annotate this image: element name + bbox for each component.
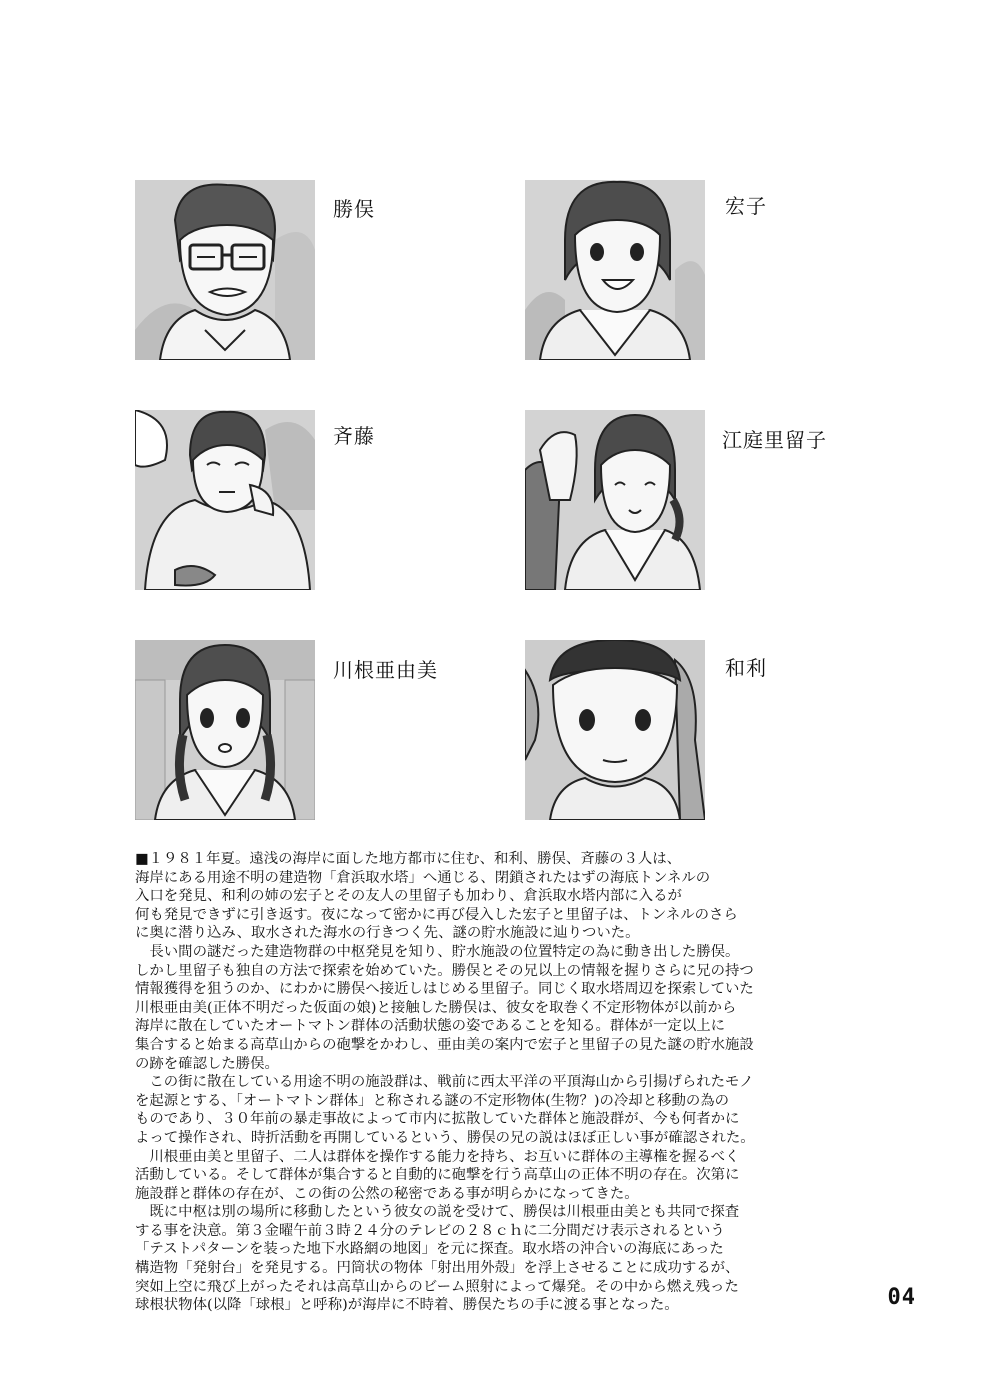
synopsis-line: 川根亜由美(正体不明だった仮面の娘)と接触した勝俣は、彼女を取巻く不定形物体が以前から: [135, 999, 737, 1016]
portrait-hiroko: [525, 180, 705, 360]
illustration: [525, 180, 705, 360]
character-name-kawane-ayumi: 川根亜由美: [333, 658, 438, 682]
synopsis-line: の跡を確認した勝俣。: [135, 1055, 279, 1072]
character-name-saito: 斉藤: [333, 424, 375, 448]
synopsis-line: 活動している。そして群体が集合すると自動的に砲撃を行う高草山の正体不明の存在。次第に: [135, 1167, 740, 1184]
synopsis-line: しかし里留子も独自の方法で探索を始めていた。勝俣とその兄以上の情報を握りさらに兄の持つ: [135, 962, 754, 979]
synopsis-line: に奥に潜り込み、取水された海水の行きつく先、謎の貯水施設に辿りついた。: [135, 925, 640, 942]
portrait-kawane-ayumi: [135, 640, 315, 820]
synopsis-line: 海岸にある用途不明の建造物「倉浜取水塔」へ通じる、閉鎖されたはずの海底トンネルの: [135, 869, 711, 886]
synopsis-text: [135, 850, 835, 1315]
portrait-katsumata: [135, 180, 315, 360]
synopsis-line: 情報獲得を狙うのか、にわかに勝俣へ接近しはじめる里留子。同じく取水塔周辺を探索していた: [135, 981, 754, 998]
illustration: [135, 640, 315, 820]
synopsis-line: 海岸に散在していたオートマトン群体の活動状態の姿であることを知る。群体が一定以上に: [135, 1018, 726, 1035]
synopsis-line: 既に中枢は別の場所に移動したという彼女の説を受けて、勝俣は川根亜由美とも共同で探査: [135, 1204, 740, 1221]
character-name-eniwa-ruriko: 江庭里留子: [722, 428, 827, 452]
illustration: [135, 410, 315, 590]
synopsis-line: 長い間の謎だった建造物群の中枢発見を知り、貯水施設の位置特定の為に動き出した勝俣。: [135, 943, 740, 960]
synopsis-line: 入口を発見、和利の姉の宏子とその友人の里留子も加わり、倉浜取水塔内部に入るが: [135, 888, 682, 905]
synopsis-line: を起源とする、「オートマトン群体」と称される謎の不定形物体(生物？)の冷却と移動の為の: [135, 1092, 730, 1109]
synopsis-line: よって操作され、時折活動を再開しているという、勝俣の兄の説はほぼ正しい事が確認された。: [135, 1129, 755, 1146]
illustration: [525, 640, 705, 820]
synopsis-line: ■１９８１年夏。遠浅の海岸に面した地方都市に住む、和利、勝俣、斉藤の３人は、: [135, 851, 682, 867]
synopsis-line: 集合すると始まる高草山からの砲撃をかわし、亜由美の案内で宏子と里留子の見た謎の貯水施設: [135, 1036, 754, 1053]
illustration: [135, 180, 315, 360]
portrait-eniwa-ruriko: [525, 410, 705, 590]
character-name-katsumata: 勝俣: [333, 197, 375, 221]
portrait-saito: [135, 410, 315, 590]
synopsis-line: 何も発見できずに引き返す。夜になって密かに再び侵入した宏子と里留子は、トンネルのさら: [135, 906, 738, 923]
synopsis-line: この街に散在している用途不明の施設群は、戦前に西太平洋の平頂海山から引揚げられたモノ: [135, 1074, 754, 1091]
synopsis-line: ものであり、３０年前の暴走事故によって市内に拡散していた群体と施設群が、今も何者かに: [135, 1111, 740, 1128]
portrait-kazutoshi: [525, 640, 705, 820]
illustration: [525, 410, 705, 590]
synopsis-line: する事を決意。第３金曜午前３時２４分のテレビの２８ｃｈに二分間だけ表示されるという: [135, 1222, 725, 1239]
page-number: 04: [887, 1285, 916, 1310]
synopsis-line: 「テストパターンを装った地下水路網の地図」を元に探査。取水塔の沖合いの海底にあった: [135, 1241, 724, 1258]
character-name-hiroko: 宏子: [725, 194, 767, 218]
synopsis-line: 構造物「発射台」を発見する。円筒状の物体「射出用外殻」を浮上させることに成功するが、: [135, 1260, 740, 1277]
synopsis-line: 球根状物体(以降「球根」と呼称)が海岸に不時着、勝俣たちの手に渡る事となった。: [135, 1297, 679, 1314]
synopsis-line: 突如上空に飛び上がったそれは高草山からのビーム照射によって爆発。その中から燃え残った: [135, 1278, 739, 1295]
synopsis-line: 川根亜由美と里留子、二人は群体を操作する能力を持ち、お互いに群体の主導権を握るべく: [135, 1148, 740, 1165]
character-name-kazutoshi: 和利: [725, 656, 767, 680]
synopsis-line: 施設群と群体の存在が、この街の公然の秘密である事が明らかになってきた。: [135, 1185, 639, 1202]
